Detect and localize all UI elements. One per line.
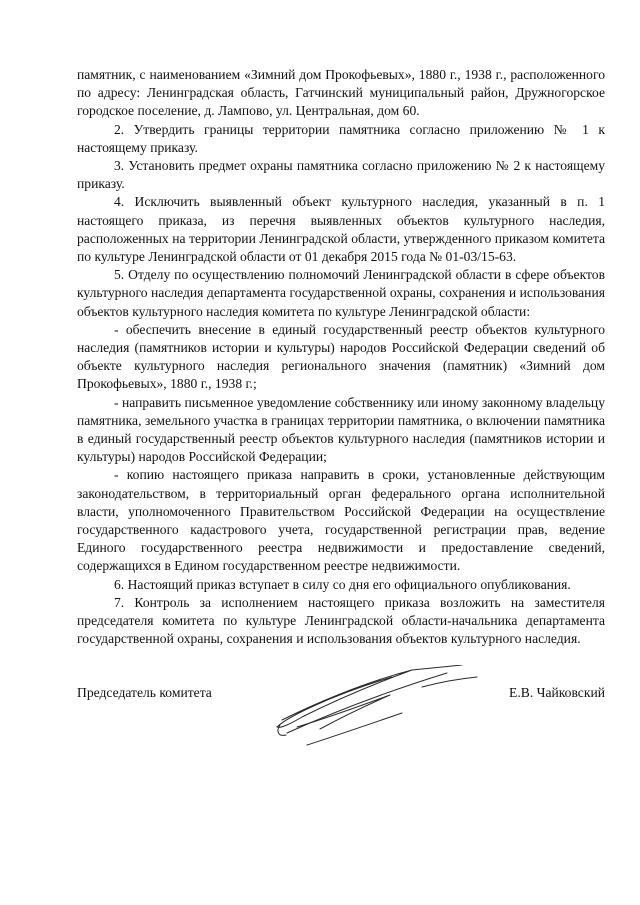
handwritten-signature bbox=[272, 665, 482, 750]
paragraph-item-4: 4. Исключить выявленный объект культурного наследия, указанный в п. 1 настоящего приказа, из перечня выявленных объектов культурного наследия, расположенных на территории Ленинградской области, утвержденного приказом комитета по культуре Ленинградской области от 01 декабря 2015 года № 01-03/15-63. bbox=[77, 194, 605, 265]
paragraph-item-2: 2. Утвердить границы территории памятника согласно приложению № 1 к настоящему приказу. bbox=[77, 121, 605, 155]
paragraph-item-7: 7. Контроль за исполнением настоящего приказа возложить на заместителя председателя комитета по культуре Ленинградской области-начальника департамента государственной охраны, сохранения и использования объектов культурного наследия. bbox=[77, 594, 605, 647]
paragraph-monument-address: памятник, с наименованием «Зимний дом Прокофьевых», 1880 г., 1938 г., расположенного по адресу: Ленинградская область, Гатчинский муниципальный район, Дружногорское городское поселение, д. Лампово, ул. Центральная, дом 60. bbox=[77, 67, 605, 119]
document-body bbox=[77, 66, 605, 649]
paragraph-subitem-notify: - направить письменное уведомление собственнику или иному законному владельцу памятника, земельного участка в границах территории памятника, о включении памятника в единый государственный реестр объектов культурного наследия (памятников истории и культуры) народов Российской Федерации; bbox=[77, 394, 605, 465]
signatory-name: Е.В. Чайковский bbox=[509, 685, 605, 700]
paragraph-subitem-register: - обеспечить внесение в единый государственный реестр объектов культурного наследия (памятников истории и культуры) народов Российской Федерации сведений об объекте культурного наследия регионального значения (памятник) «Зимний дом Прокофьевых», 1880 г., 1938 г.; bbox=[77, 321, 605, 392]
paragraph-item-6: 6. Настоящий приказ вступает в силу со дня его официального опубликования. bbox=[114, 576, 571, 592]
paragraph-subitem-copy: - копию настоящего приказа направить в сроки, установленные действующим законодательством, в территориальный орган федерального органа исполнительной власти, уполномоченного Правительством Российской Федерации на осуществление государственного кадастрового учета, государственной регистрации прав, ведение Единого государственного реестра недвижимости и предоставление сведений, содержащихся в Едином государственном реестре недвижимости. bbox=[77, 467, 605, 574]
paragraph-item-3: 3. Установить предмет охраны памятника согласно приложению № 2 к настоящему приказу. bbox=[77, 158, 605, 192]
signatory-title: Председатель комитета bbox=[77, 685, 212, 700]
paragraph-item-5: 5. Отделу по осуществлению полномочий Ленинградской области в сфере объектов культурного наследия департамента государственной охраны, сохранения и использования объектов культурного наследия комитета по культуре Ленинградской области: bbox=[77, 267, 605, 319]
signature-block bbox=[77, 685, 605, 755]
